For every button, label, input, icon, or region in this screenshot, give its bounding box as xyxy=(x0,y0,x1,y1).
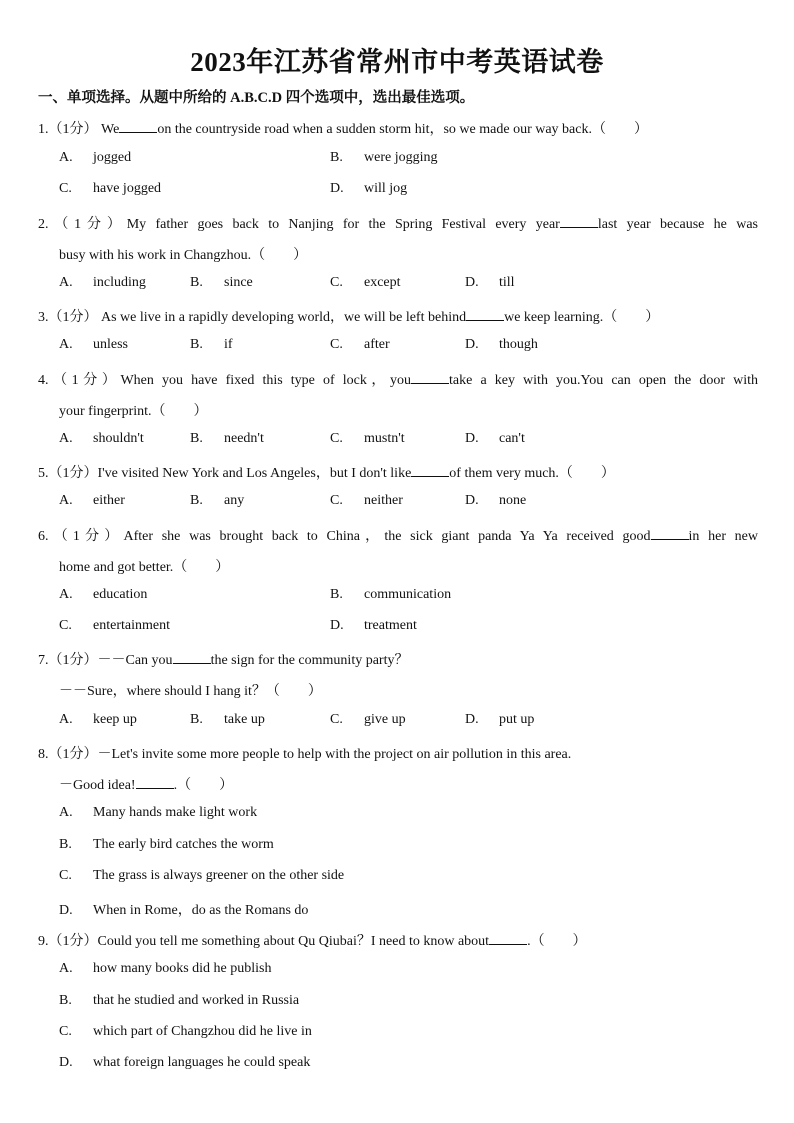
answer-blank xyxy=(136,776,174,789)
option-a: A. jogged xyxy=(59,150,132,165)
option-b: B. take up xyxy=(190,712,265,727)
option-c: C. mustn't xyxy=(330,431,405,446)
question-6-continuation: home and got better.（ ） xyxy=(59,560,230,575)
question-1: 1.（1分） We on the countryside road when a sudden storm hit，so we made our way back.（ ） xyxy=(38,122,648,137)
answer-blank xyxy=(411,371,449,384)
answer-blank xyxy=(560,215,598,228)
option-a: A. how many books did he publish xyxy=(59,961,272,976)
option-c: C. neither xyxy=(330,493,403,508)
answer-blank xyxy=(411,464,449,477)
question-3: 3.（1分） As we live in a rapidly developing world，we will be left behind we keep learning.（ ） xyxy=(38,310,660,325)
option-a: A. education xyxy=(59,587,148,602)
option-d: D. what foreign languages he could speak xyxy=(59,1055,311,1070)
question-2: 2.（1分）My father goes back to Nanjing for the Spring Festival every year last year because he was xyxy=(38,217,759,232)
option-d: D. put up xyxy=(465,712,535,727)
option-c: C. have jogged xyxy=(59,181,162,196)
option-b: B. since xyxy=(190,275,253,290)
option-b: B. The early bird catches the worm xyxy=(59,837,274,852)
option-d: D. treatment xyxy=(330,618,417,633)
section-heading: 一、单项选择。从题中所给的 A.B.C.D 四个选项中，选出最佳选项。 xyxy=(38,90,475,106)
answer-blank xyxy=(119,120,157,133)
option-b: B. that he studied and worked in Russia xyxy=(59,993,300,1008)
option-d: D. none xyxy=(465,493,527,508)
option-b: B. any xyxy=(190,493,245,508)
option-c: C. which part of Changzhou did he live in xyxy=(59,1024,312,1039)
question-5: 5.（1分）I've visited New York and Los Angeles，but I don't like of them very much.（ ） xyxy=(38,466,615,481)
option-c: C. The grass is always greener on the other side xyxy=(59,868,345,883)
option-c: C. entertainment xyxy=(59,618,170,633)
option-a: A. shouldn't xyxy=(59,431,144,446)
option-b: B. if xyxy=(190,337,233,352)
question-8-continuation: －Good idea! .（ ） xyxy=(59,778,234,793)
question-7-continuation: －－Sure，where should I hang it？（ ） xyxy=(59,684,322,699)
option-c: C. except xyxy=(330,275,401,290)
question-6: 6.（1分）After she was brought back to China，the sick giant panda Ya Ya received good in her new xyxy=(38,529,758,544)
answer-blank xyxy=(466,308,504,321)
option-d: D. can't xyxy=(465,431,525,446)
option-a: A. either xyxy=(59,493,125,508)
option-d: D. though xyxy=(465,337,538,352)
option-d: D. will jog xyxy=(330,181,408,196)
option-a: A. unless xyxy=(59,337,128,352)
exam-title: 2023年江苏省常州市中考英语试卷 xyxy=(190,47,604,77)
option-a: A. keep up xyxy=(59,712,137,727)
question-7: 7.（1分）－－Can you the sign for the community party？ xyxy=(38,653,409,668)
option-d: D. till xyxy=(465,275,515,290)
option-b: B. were jogging xyxy=(330,150,438,165)
answer-blank xyxy=(173,651,211,664)
answer-blank xyxy=(489,932,527,945)
question-4: 4.（1分）When you have fixed this type of lock，you take a key with you.You can open the door with xyxy=(38,373,759,388)
option-c: C. give up xyxy=(330,712,406,727)
option-c: C. after xyxy=(330,337,390,352)
option-b: B. needn't xyxy=(190,431,264,446)
option-b: B. communication xyxy=(330,587,452,602)
question-8: 8.（1分）－Let's invite some more people to help with the project on air pollution in this area. xyxy=(38,747,572,762)
question-2-continuation: busy with his work in Changzhou.（ ） xyxy=(59,248,308,263)
option-d: D. When in Rome，do as the Romans do xyxy=(59,903,309,918)
answer-blank xyxy=(651,527,689,540)
option-a: A. including xyxy=(59,275,146,290)
option-a: A. Many hands make light work xyxy=(59,805,258,820)
question-4-continuation: your fingerprint.（ ） xyxy=(59,404,208,419)
question-9: 9.（1分）Could you tell me something about Qu Qiubai？I need to know about .（ ） xyxy=(38,934,587,949)
